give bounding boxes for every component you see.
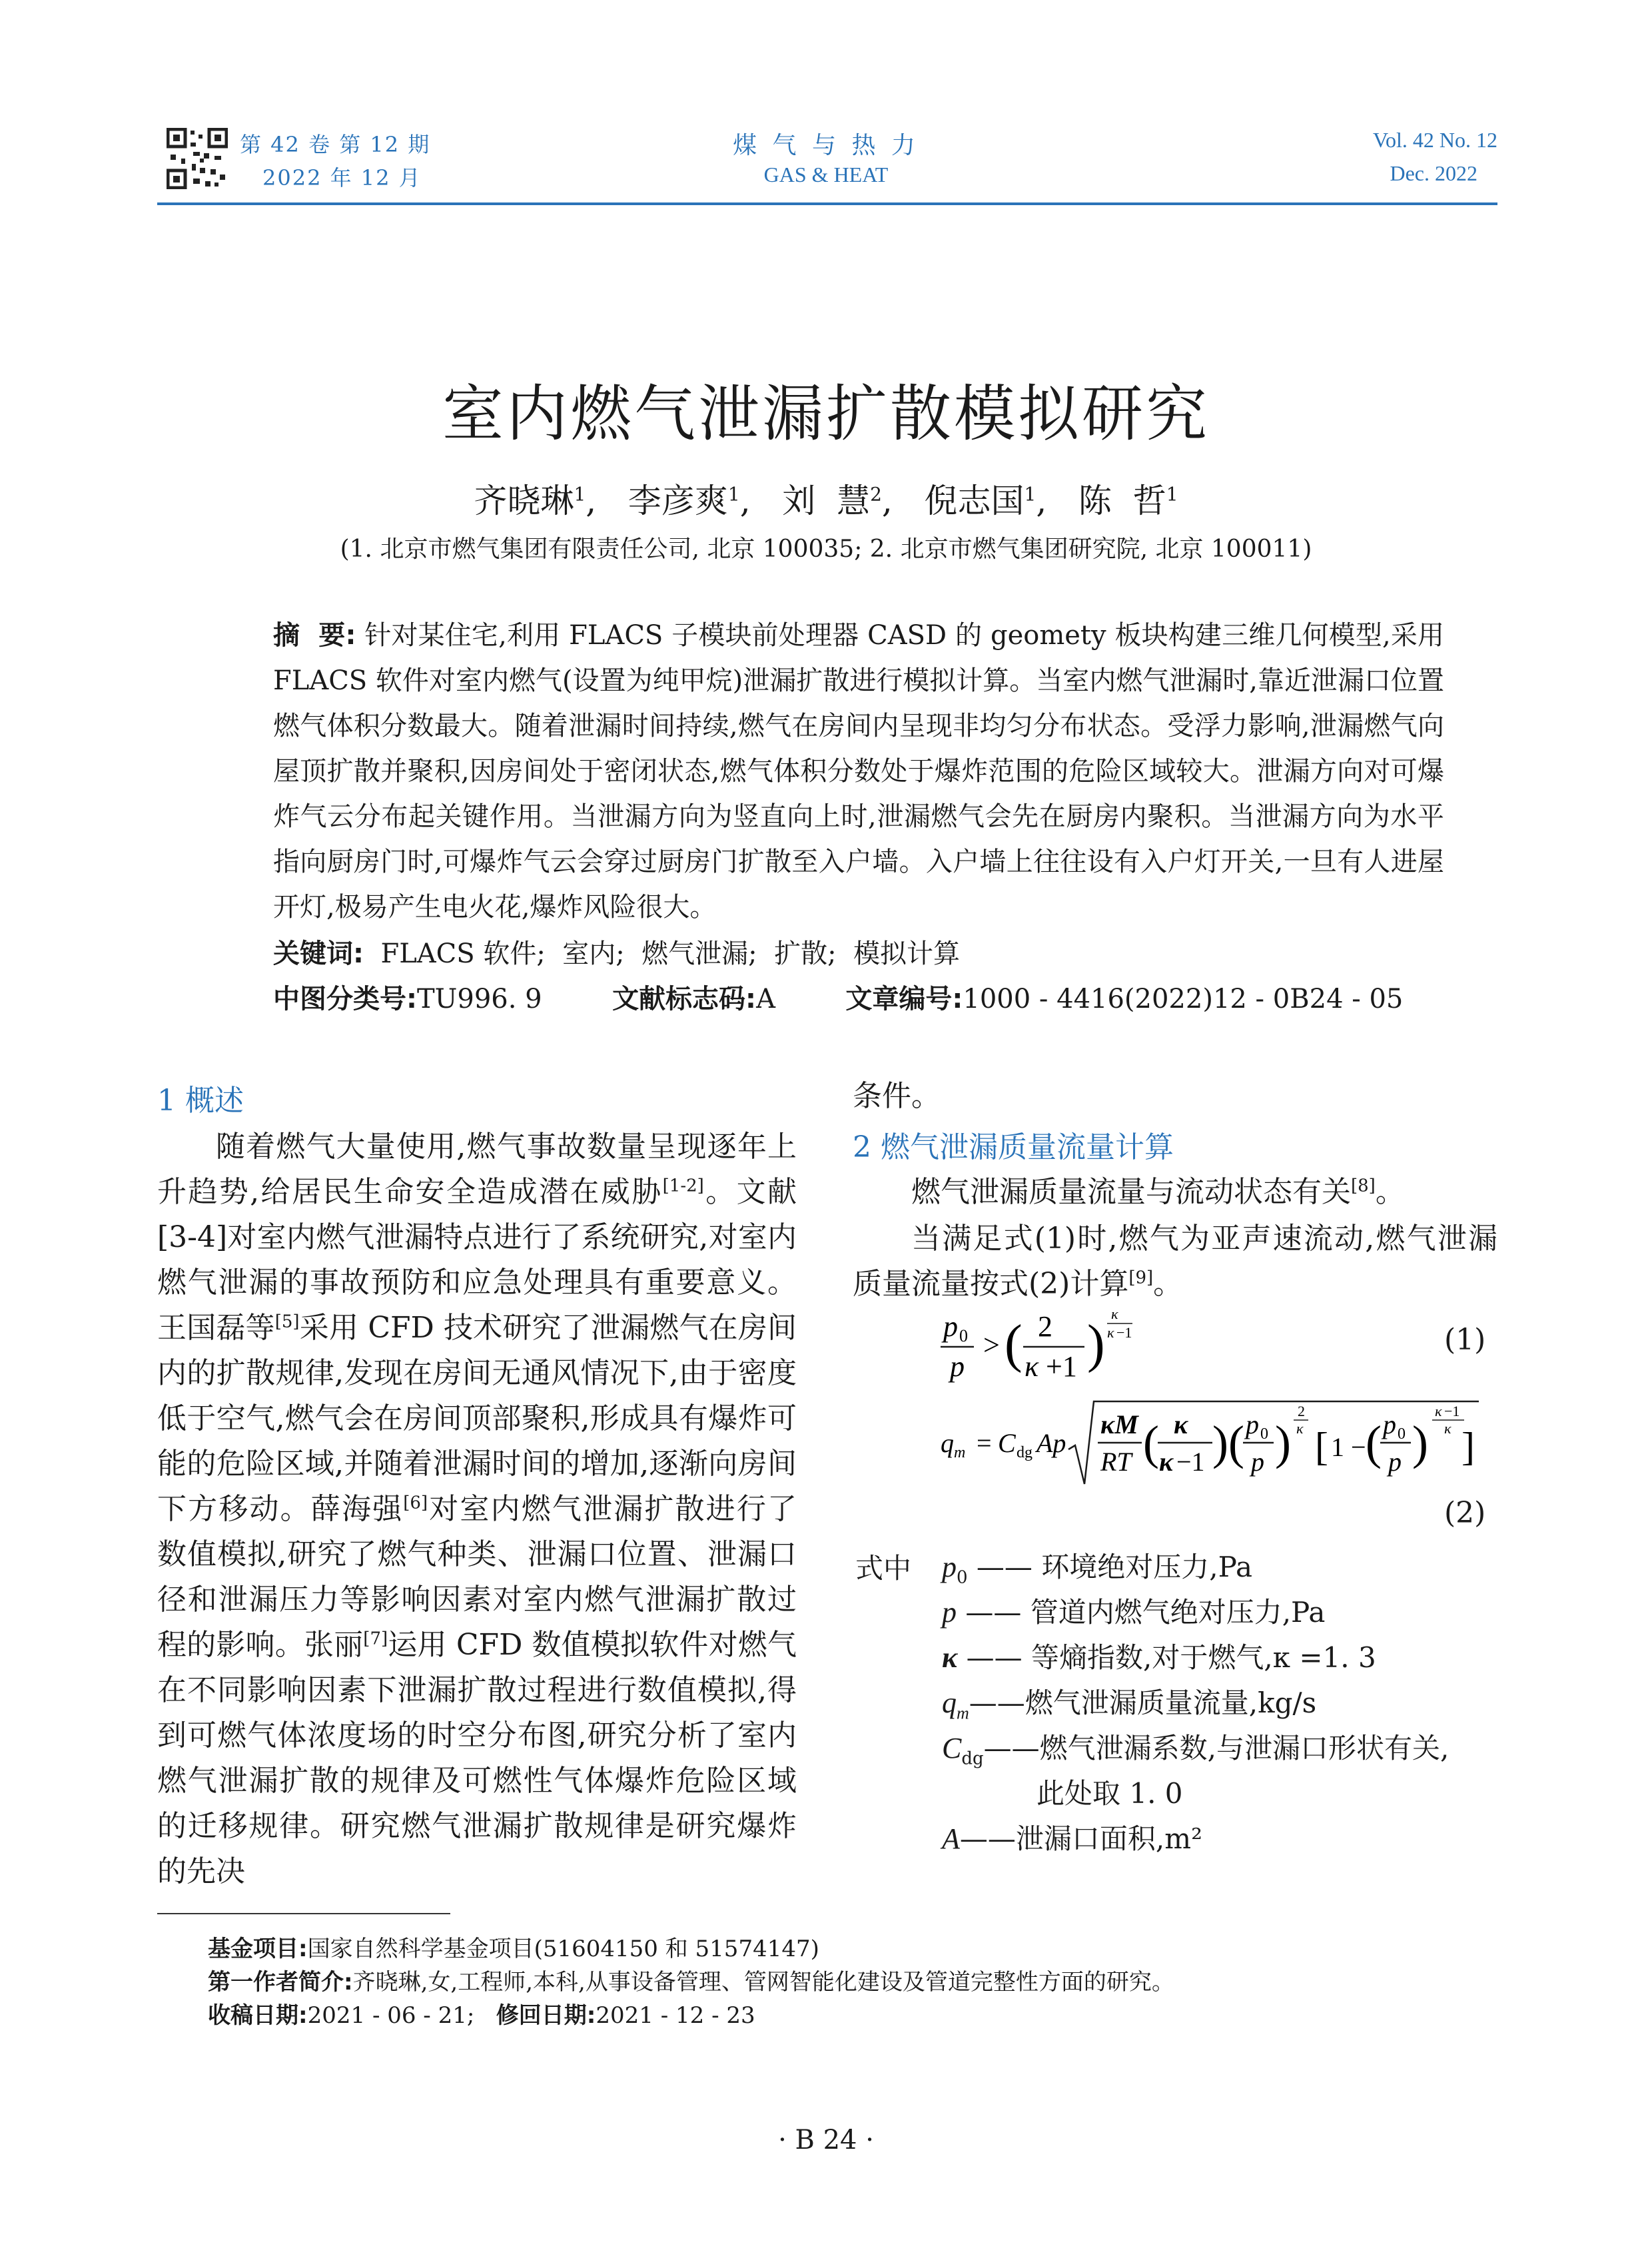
paragraph-text: 随着燃气大量使用,燃气事故数量呈现逐年上升趋势,给居民生命安全造成潜在威胁 bbox=[157, 1130, 797, 1209]
journal-name-cn: 煤 气 与 热 力 bbox=[733, 132, 919, 159]
variable-definition-continued: 此处取 1. 0 bbox=[1036, 1777, 1183, 1810]
svg-text:p: p bbox=[1246, 1409, 1259, 1439]
footnote-text: 齐晓琳,女,工程师,本科,从事设备管理、管网智能化建设及管道完整性方面的研究。 bbox=[352, 1969, 1174, 1996]
author-list: 齐晓琳$^1$, 李彦爽$^1$, 刘 慧$^2$, 倪志国$^1$, 陈 哲$^1$ bbox=[474, 482, 1178, 520]
journal-volume-cn: 第 42 卷 第 12 期 bbox=[240, 132, 431, 157]
journal-volume-en: Vol. 42 No. 12 bbox=[1373, 128, 1497, 152]
section-2-paragraph-1 bbox=[853, 1170, 1497, 1215]
classification-line bbox=[273, 978, 1403, 1016]
abstract-text: 针对某住宅,利用 FLACS 子模块前处理器 CASD 的 geomety 板块构建三维几何模型,采用 FLACS 软件对室内燃气(设置为纯甲烷)泄漏扩散进行模拟计算。当室内燃气泄漏时,靠近泄漏口位置燃气体积分数最大。随着泄漏时间持续,燃气在房间内呈现非均匀分布状态。受浮力影响,泄漏燃气向屋顶扩散并聚积,因房间处于密闭状态,燃气体积分数处于爆炸范围的危险区域较大。泄漏方向对可爆炸气云分布起关键作用。当泄漏方向为竖直向上时,泄漏燃气会先在厨房内聚积。当泄漏方向为水平指向厨房门时,可爆炸气云会穿过厨房门扩散至入户墙。入户墙上往往设有入户灯开关,一旦有人进屋开灯,极易产生电火花,爆炸风险很大。 bbox=[273, 620, 1444, 923]
citation[interactable]: [9] bbox=[1128, 1268, 1154, 1288]
variable-subscript: dg bbox=[961, 1748, 984, 1769]
svg-text:): ) bbox=[1087, 1315, 1105, 1373]
svg-text:dg: dg bbox=[1017, 1444, 1032, 1461]
author-affiliation-mark: 2 bbox=[870, 483, 882, 506]
variable-subscript: 0 bbox=[957, 1567, 968, 1588]
section-1-continuation: 条件。 bbox=[853, 1079, 941, 1113]
svg-text:κ: κ bbox=[1111, 1306, 1118, 1322]
variable-definition bbox=[942, 1726, 1449, 1768]
svg-text:1 −: 1 − bbox=[1331, 1432, 1366, 1462]
svg-text:−1: −1 bbox=[1444, 1403, 1460, 1419]
variable-subscript: m bbox=[957, 1703, 969, 1723]
svg-text:κ: κ bbox=[1025, 1350, 1039, 1383]
svg-text:[: [ bbox=[1315, 1425, 1328, 1469]
author-affiliation-mark: 1 bbox=[727, 483, 740, 506]
article-no-label: 文章编号: bbox=[845, 984, 963, 1014]
svg-text:m: m bbox=[954, 1444, 966, 1461]
footnote-label: 基金项目: bbox=[208, 1936, 308, 1962]
page-number: · B 24 · bbox=[778, 2125, 874, 2155]
svg-text:2: 2 bbox=[1298, 1403, 1305, 1419]
svg-text:−1: −1 bbox=[1176, 1447, 1205, 1477]
svg-text:0: 0 bbox=[1260, 1425, 1268, 1443]
svg-text:RT: RT bbox=[1100, 1447, 1132, 1477]
abstract-label: 摘 要: bbox=[273, 620, 356, 651]
equation-2-number: (2) bbox=[1444, 1496, 1486, 1530]
citation[interactable]: [7] bbox=[363, 1629, 388, 1649]
author-name: 倪志国 bbox=[924, 482, 1025, 520]
variable-symbol: p bbox=[942, 1551, 957, 1583]
variable-definition bbox=[942, 1817, 1202, 1857]
journal-date-cn: 2022 年 12 月 bbox=[262, 165, 422, 190]
section-2-paragraph-2 bbox=[853, 1216, 1497, 1307]
svg-text:κ: κ bbox=[1435, 1403, 1442, 1419]
variable-symbol: p bbox=[942, 1596, 957, 1629]
paragraph-text: 对室内燃气泄漏扩散进行了数值模拟,研究了燃气种类、泄漏口位置、泄漏口径和泄漏压力等影响因素对室内燃气泄漏扩散过程的影响。张丽 bbox=[157, 1492, 797, 1662]
affiliations: (1. 北京市燃气集团有限责任公司, 北京 100035; 2. 北京市燃气集团研究院, 北京 100011) bbox=[340, 536, 1312, 563]
footnote-label: 修回日期: bbox=[496, 2002, 596, 2029]
footnote-label: 第一作者简介: bbox=[208, 1969, 353, 1996]
author-affiliation-mark: 1 bbox=[574, 483, 586, 506]
footnote-author bbox=[208, 1964, 1174, 1996]
keywords bbox=[273, 933, 960, 970]
author-name: 刘 慧 bbox=[782, 482, 871, 520]
svg-text:p: p bbox=[950, 1350, 965, 1383]
footnote-dates bbox=[208, 1997, 755, 2030]
journal-date-en: Dec. 2022 bbox=[1390, 161, 1477, 185]
section-2-heading: 2 燃气泄漏质量流量计算 bbox=[853, 1130, 1174, 1164]
svg-text:C: C bbox=[998, 1428, 1016, 1458]
citation[interactable]: [1-2] bbox=[662, 1176, 704, 1196]
variable-definition bbox=[942, 1681, 1316, 1723]
svg-text:p: p bbox=[943, 1310, 958, 1343]
where-label: 式中 bbox=[855, 1552, 912, 1585]
author-name: 陈 哲 bbox=[1078, 482, 1166, 520]
paragraph-text: 燃气泄漏质量流量与流动状态有关 bbox=[911, 1175, 1351, 1209]
variable-description: —— 等熵指数,对于燃气,κ =1. 3 bbox=[966, 1641, 1376, 1674]
clc-label: 中图分类号: bbox=[273, 984, 417, 1014]
citation[interactable]: [5] bbox=[274, 1311, 300, 1332]
svg-text:κ: κ bbox=[1159, 1447, 1174, 1477]
equation-1 bbox=[939, 1306, 1139, 1385]
equation-2 bbox=[938, 1392, 1484, 1492]
citation[interactable]: [6] bbox=[403, 1493, 428, 1513]
author-name: 齐晓琳 bbox=[474, 482, 574, 520]
paragraph-text: 。文献[3-4]对室内燃气泄漏特点进行了系统研究,对室内燃气泄漏的事故预防和应急处理具有重要意义。王国磊等 bbox=[157, 1175, 797, 1345]
variable-description: —— 管道内燃气绝对压力,Pa bbox=[965, 1596, 1326, 1629]
svg-text:0: 0 bbox=[1398, 1425, 1406, 1443]
svg-text:−1: −1 bbox=[1116, 1324, 1132, 1341]
variable-symbol: κ bbox=[942, 1641, 958, 1674]
variable-symbol: A bbox=[942, 1822, 960, 1855]
svg-text:]: ] bbox=[1461, 1425, 1475, 1469]
svg-text:p: p bbox=[1383, 1409, 1396, 1439]
footnote-text: 2021 - 06 - 21; bbox=[307, 2002, 475, 2029]
svg-text:Ap: Ap bbox=[1036, 1428, 1066, 1458]
footnote-funding bbox=[208, 1930, 819, 1963]
svg-text:+1: +1 bbox=[1046, 1350, 1077, 1383]
svg-text:=: = bbox=[977, 1428, 992, 1458]
paragraph-text: 采用 CFD 技术研究了泄漏燃气在房间内的扩散规律,发现在房间无通风情况下,由于密度低于空气,燃气会在房间顶部聚积,形成具有爆炸可能的危险区域,并随着泄漏时间的增加,逐渐向房间下方移动。薛海强 bbox=[157, 1311, 797, 1526]
paragraph-text: 。 bbox=[1153, 1267, 1183, 1301]
svg-text:(: ( bbox=[1366, 1416, 1382, 1469]
svg-text:κ: κ bbox=[1296, 1420, 1304, 1437]
doc-code-value: A bbox=[756, 984, 775, 1014]
svg-text:(: ( bbox=[1143, 1416, 1159, 1469]
section-1-heading: 1 概述 bbox=[157, 1084, 244, 1118]
svg-text:): ) bbox=[1412, 1416, 1428, 1469]
paragraph-text: 。 bbox=[1375, 1175, 1405, 1209]
variable-description: —— 环境绝对压力,Pa bbox=[976, 1551, 1253, 1583]
paragraph-text: 运用 CFD 数值模拟软件对燃气在不同影响因素下泄漏扩散过程进行数值模拟,得到可燃气体浓度场的时空分布图,研究分析了室内燃气泄漏扩散的规律及可燃性气体爆炸危险区域的迁移规律。研究燃气泄漏扩散规律是研究爆炸的先决 bbox=[157, 1628, 797, 1888]
paper-title: 室内燃气泄漏扩散模拟研究 bbox=[442, 378, 1210, 450]
footnote-label: 收稿日期: bbox=[208, 2002, 308, 2029]
paragraph-text: 当满足式(1)时,燃气为亚声速流动,燃气泄漏质量流量按式(2)计算 bbox=[853, 1222, 1497, 1301]
footnote-text: 国家自然科学基金项目(51604150 和 51574147) bbox=[307, 1936, 819, 1962]
svg-text:0: 0 bbox=[959, 1326, 968, 1345]
svg-text:p: p bbox=[1251, 1447, 1264, 1477]
header-rule bbox=[157, 202, 1497, 205]
keywords-text: FLACS 软件; 室内; 燃气泄漏; 扩散; 模拟计算 bbox=[380, 938, 960, 969]
svg-text:κM: κM bbox=[1100, 1409, 1138, 1439]
svg-text:2: 2 bbox=[1038, 1310, 1052, 1343]
section-1-paragraph bbox=[157, 1124, 797, 1894]
keywords-label: 关键词: bbox=[273, 938, 364, 969]
equation-1-number: (1) bbox=[1444, 1323, 1486, 1357]
svg-text:κ: κ bbox=[1174, 1409, 1188, 1439]
variable-definition bbox=[942, 1591, 1325, 1631]
svg-text:>: > bbox=[983, 1329, 1000, 1361]
footnote-rule bbox=[157, 1913, 450, 1914]
variable-description: ——燃气泄漏质量流量,kg/s bbox=[969, 1686, 1317, 1719]
svg-text:): ) bbox=[1212, 1416, 1228, 1469]
article-no-value: 1000 - 4416(2022)12 - 0B24 - 05 bbox=[963, 984, 1404, 1014]
svg-text:κ: κ bbox=[1444, 1420, 1451, 1437]
author-name: 李彦爽 bbox=[627, 482, 728, 520]
author-affiliation-mark: 1 bbox=[1166, 483, 1178, 506]
svg-text:κ: κ bbox=[1107, 1324, 1114, 1341]
variable-definition bbox=[942, 1545, 1252, 1587]
doc-code-label: 文献标志码: bbox=[612, 984, 757, 1014]
svg-text:q: q bbox=[941, 1428, 954, 1458]
variable-symbol: C bbox=[942, 1732, 962, 1764]
svg-text:): ) bbox=[1275, 1416, 1291, 1469]
variable-description: ——泄漏口面积,m² bbox=[959, 1822, 1202, 1855]
variable-symbol: q bbox=[942, 1686, 957, 1719]
svg-text:p: p bbox=[1388, 1447, 1402, 1477]
variable-definition bbox=[942, 1636, 1376, 1676]
clc-value: TU996. 9 bbox=[417, 984, 542, 1014]
citation[interactable]: [8] bbox=[1351, 1176, 1376, 1196]
author-affiliation-mark: 1 bbox=[1024, 483, 1036, 506]
svg-text:(: ( bbox=[1005, 1315, 1023, 1373]
variable-description: ——燃气泄漏系数,与泄漏口形状有关, bbox=[983, 1732, 1449, 1764]
abstract bbox=[273, 613, 1444, 930]
svg-text:(: ( bbox=[1228, 1416, 1244, 1469]
footnote-text: 2021 - 12 - 23 bbox=[596, 2002, 755, 2029]
journal-name-en: GAS & HEAT bbox=[763, 163, 889, 187]
